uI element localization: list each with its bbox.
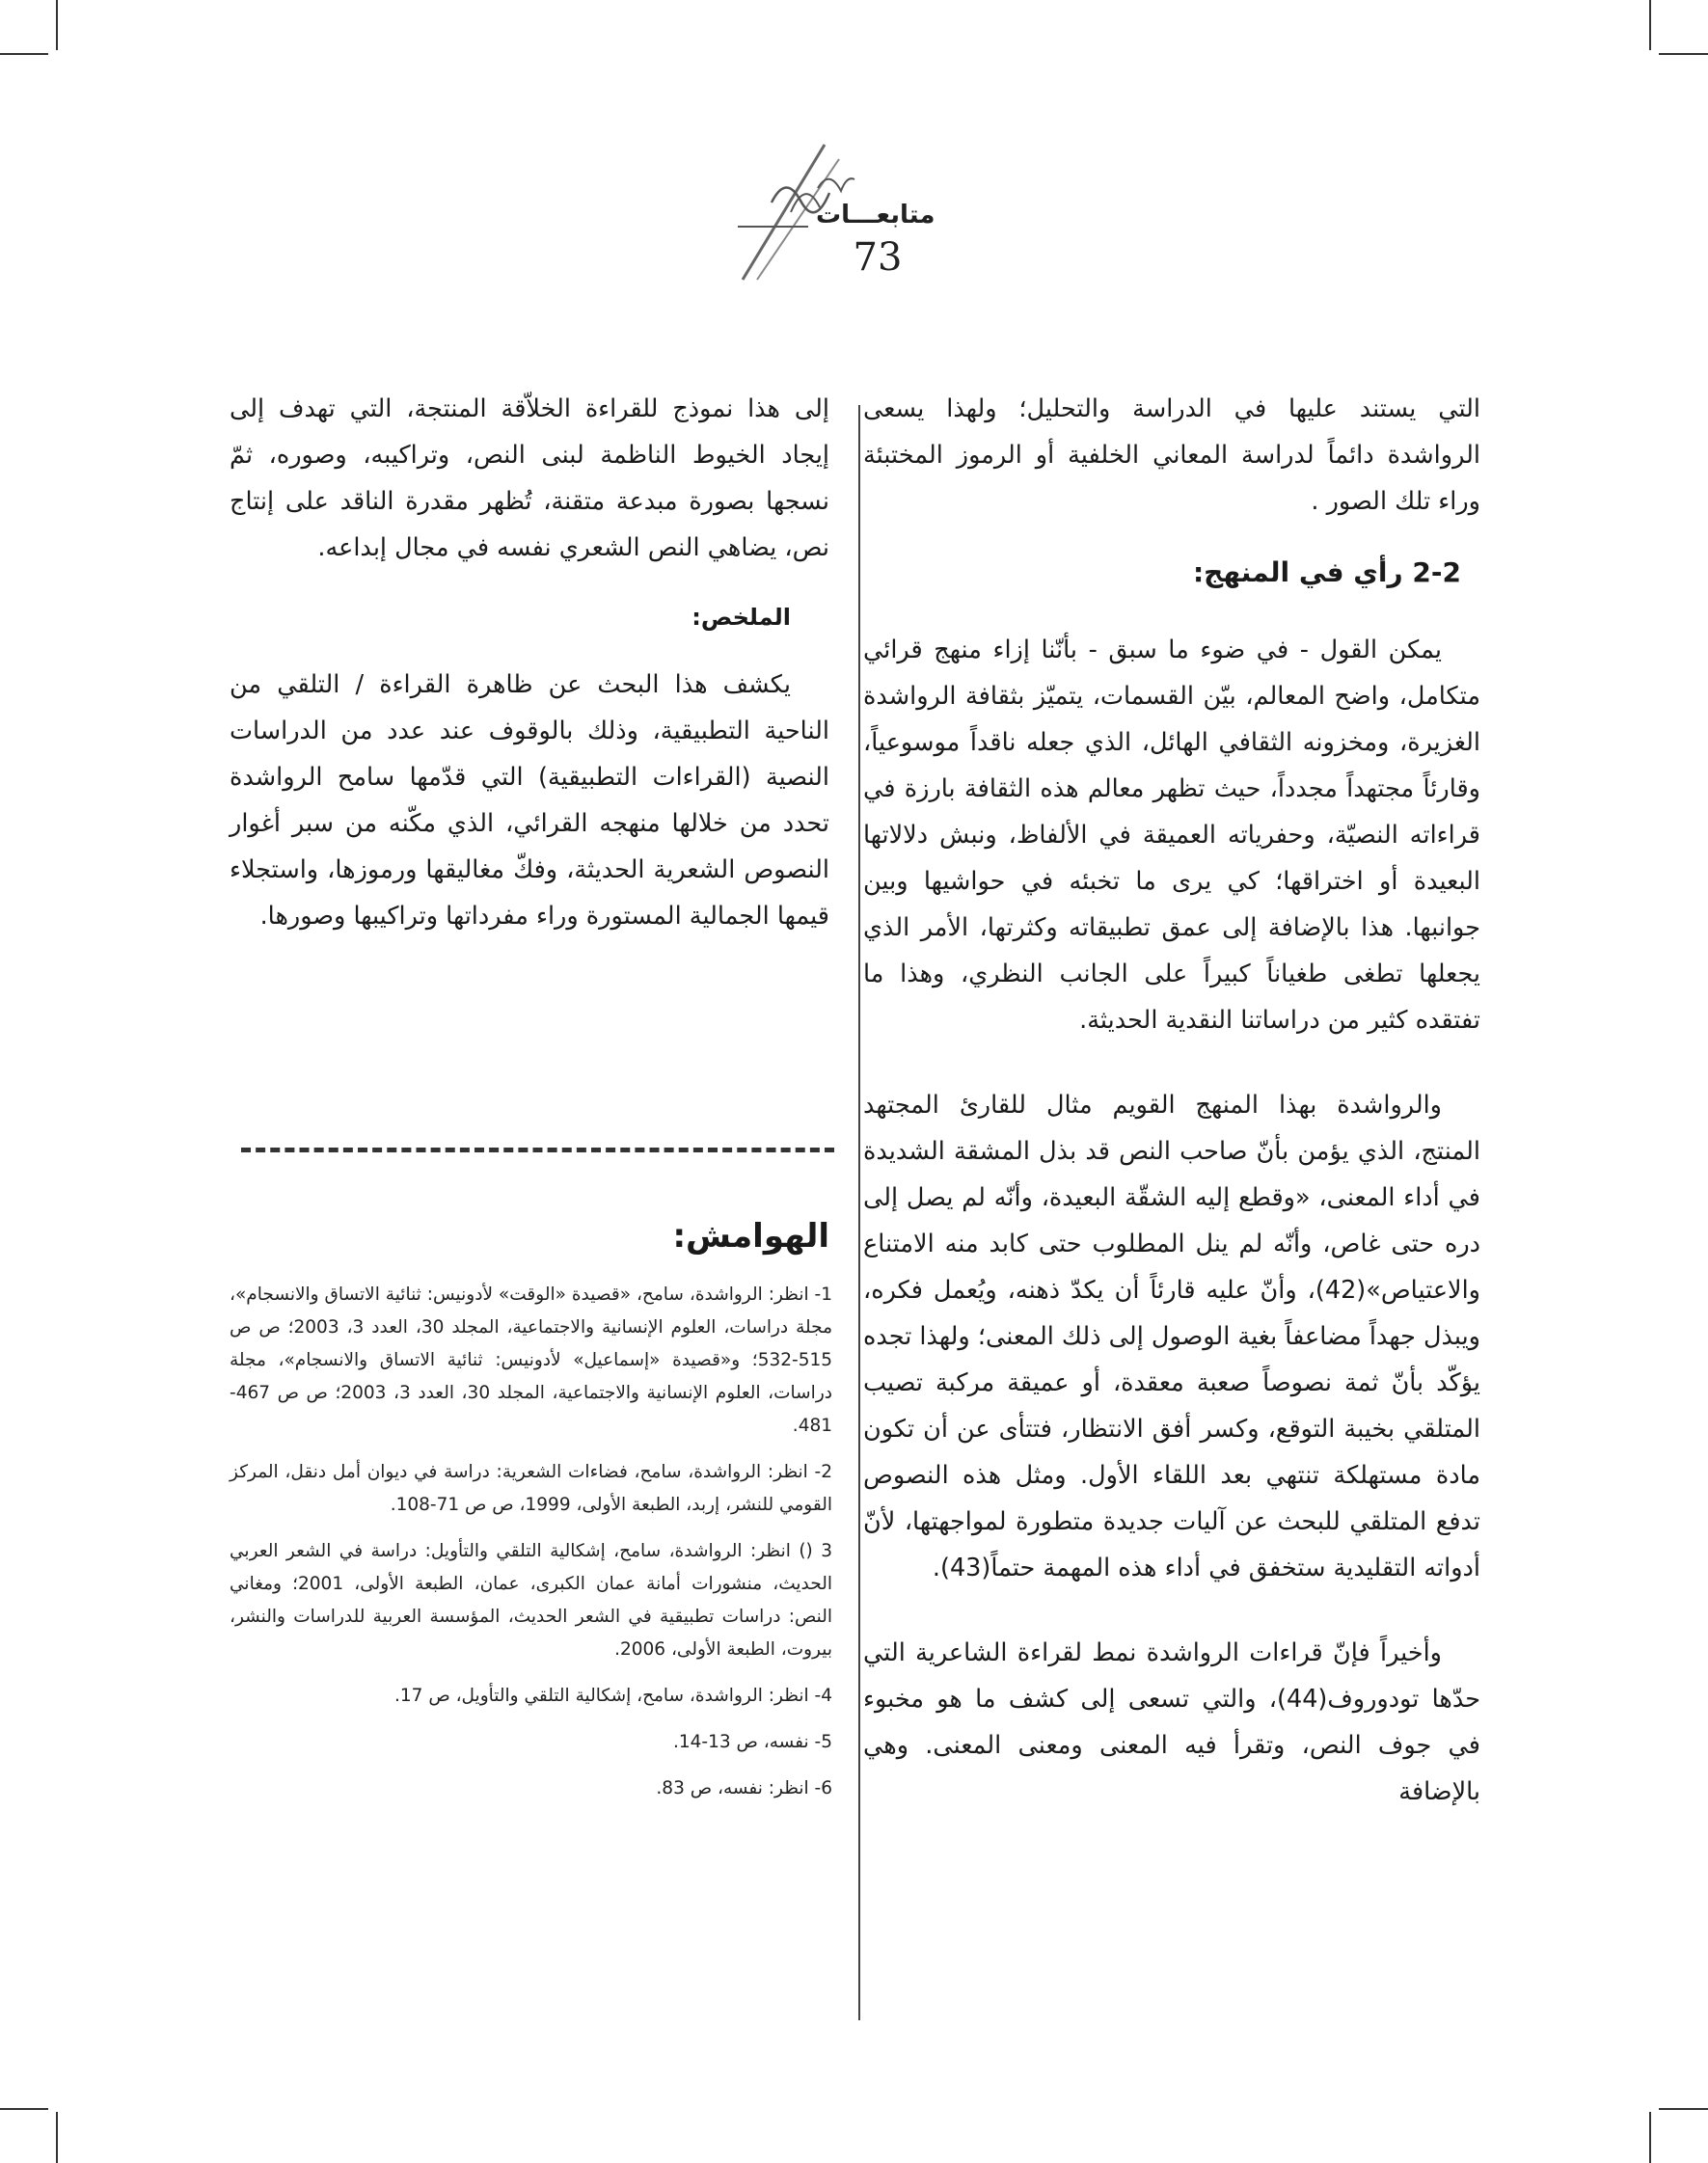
subheading-method: 2-2 رأي في المنهج:: [1192, 556, 1461, 588]
footnote-item: 6- انظر: نفسه، ص 83.: [656, 1778, 832, 1798]
footnote-item: 1- انظر: الرواشدة، سامح، «قصيدة «الوقت» لأدونيس: ثنائية الاتساق والانسجام»، مجلة دراسات، العلوم الإنسانية والاجتماعية، المجلد 30، العدد 3، 2003؛ ص ص 515-532؛ و«قصيدة «إسماعيل» لأدونيس: ثنائية الاتساق والانسجام»، مجلة دراسات، العلوم الإنسانية والاجتماعية، المجلد 30، العدد 3، 2003؛ ص ص 467-481.: [230, 1284, 833, 1436]
left-column: [230, 386, 829, 939]
right-paragraph-4: وأخيراً فإنّ قراءات الرواشدة نمط لقراءة الشاعرية التي حدّها تودوروف(44)، والتي تسعى إلى كشف ما هو مخبوء في جوف النص، وتقرأ فيه المعنى ومعنى المعنى. وهي بالإضافة: [863, 1638, 1481, 1806]
summary-label: الملخص:: [691, 604, 791, 631]
crop-mark-top-left: [56, 0, 58, 50]
right-paragraph-3: والرواشدة بهذا المنهج القويم مثال للقارئ المجتهد المنتج، الذي يؤمن بأنّ صاحب النص قد بذل المشقة الشديدة في أداء المعنى، «وقطع إليه الشقّة البعيدة، وأنّه لم يصل إلى دره حتى غاص، وأنّه لم ينل المطلوب حتى كابد منه الامتناع والاعتياص»(42)، وأنّ عليه قارئاً أن يكدّ ذهنه، ويُعمل فكره، ويبذل جهداً مضاعفاً بغية الوصول إلى ذلك المعنى؛ ولهذا تجده يؤكّد بأنّ ثمة نصوصاً صعبة معقدة، أو عميقة مركبة تصيب المتلقي بخيبة التوقع، وكسر أفق الانتظار، فتتأى عن أن تكون مادة مستهلكة تنتهي بعد اللقاء الأول. ومثل هذه النصوص تدفع المتلقي للبحث عن آليات جديدة متطورة لمواجهتها، لأنّ أدواته التقليدية ستخفق في أداء هذه المهمة حتماً(43).: [863, 1091, 1480, 1582]
right-paragraph-1: التي يستند عليها في الدراسة والتحليل؛ ولهذا يسعى الرواشدة دائماً لدراسة المعاني الخلفية أو الرموز المختبئة وراء تلك الصور .: [863, 394, 1480, 516]
footnote-item: 3 () انظر: الرواشدة، سامح، إشكالية التلقي والتأويل: دراسة في الشعر العربي الحديث، منشورات أمانة عمان الكبرى، عمان، الطبعة الأولى، 2001؛ ومغاني النص: دراسات تطبيقية في الشعر الحديث، المؤسسة العربية للدراسات والنشر، بيروت، الطبعة الأولى، 2006.: [230, 1541, 832, 1660]
left-paragraph-1: إلى هذا نموذج للقراءة الخلاّقة المنتجة، التي تهدف إلى إيجاد الخيوط الناظمة لبنى النص، وتراكيبه، وصوره، ثمّ نسجها بصورة مبدعة متقنة، تُظهر مقدرة الناقد على إنتاج نص، يضاهي النص الشعري نفسه في مجال إبداعه.: [230, 394, 829, 562]
crop-mark-top-right: [1649, 0, 1651, 50]
crop-mark-top-left-h: [0, 53, 48, 55]
crop-mark-bottom-left: [56, 2112, 58, 2163]
footnotes-list: [230, 1279, 832, 1819]
footnote-item: 5- نفسه، ص 13-14.: [672, 1732, 832, 1752]
footnote-item: 2- انظر: الرواشدة، سامح، فضاءات الشعرية: دراسة في ديوان أمل دنقل، المركز القومي للنشر، إربد، الطبعة الأولى، 1999، ص ص 71-108.: [230, 1462, 832, 1515]
page-number: 73: [853, 235, 903, 280]
crop-mark-bottom-right-h: [1659, 2108, 1708, 2110]
crop-mark-top-right-h: [1659, 53, 1708, 55]
right-paragraph-2: يمكن القول - في ضوء ما سبق - بأنّنا إزاء منهج قرائي متكامل، واضح المعالم، بيّن القسمات، يتميّز بثقافة الرواشدة الغزيرة، ومخزونه الثقافي الهائل، الذي جعله ناقداً موسوعياً، وقارئاً مجتهداً مجدداً، حيث تظهر معالم هذه الثقافة بارزة في قراءاته النصيّة، وحفرياته العميقة في الألفاظ، ونبش دلالاتها البعيدة أو اختراقها؛ كي يرى ما تخبئه في حواشيها وبين جوانبها. هذا بالإضافة إلى عمق تطبيقاته وكثرتها، الأمر الذي يجعلها تطغى طغياناً كبيراً على الجانب النظري، وهذا ما تفتقده كثير من دراساتنا النقدية الحديثة.: [863, 635, 1480, 1035]
footnotes-divider: [241, 1148, 834, 1152]
right-column: [863, 386, 1480, 1815]
column-divider: [858, 405, 860, 2020]
crop-mark-bottom-right: [1649, 2112, 1651, 2163]
crop-mark-bottom-left-h: [0, 2108, 48, 2110]
footnotes-title: الهوامش:: [672, 1217, 829, 1256]
section-title: متابعـــات: [816, 201, 935, 230]
footnote-item: 4- انظر: الرواشدة، سامح، إشكالية التلقي والتأويل، ص 17.: [394, 1686, 832, 1706]
summary-text: يكشف هذا البحث عن ظاهرة القراءة / التلقي من الناحية التطبيقية، وذلك بالوقوف عند عدد من الدراسات النصية (القراءات التطبيقية) التي قدّمها سامح الرواشدة تحدد من خلالها منهجه القرائي، الذي مكّنه من سبر أغوار النصوص الشعرية الحديثة، وفكّ مغاليقها ورموزها، واستجلاء قيمها الجمالية المستورة وراء مفرداتها وتراكيبها وصورها.: [230, 670, 829, 931]
page-header: [733, 135, 1022, 289]
